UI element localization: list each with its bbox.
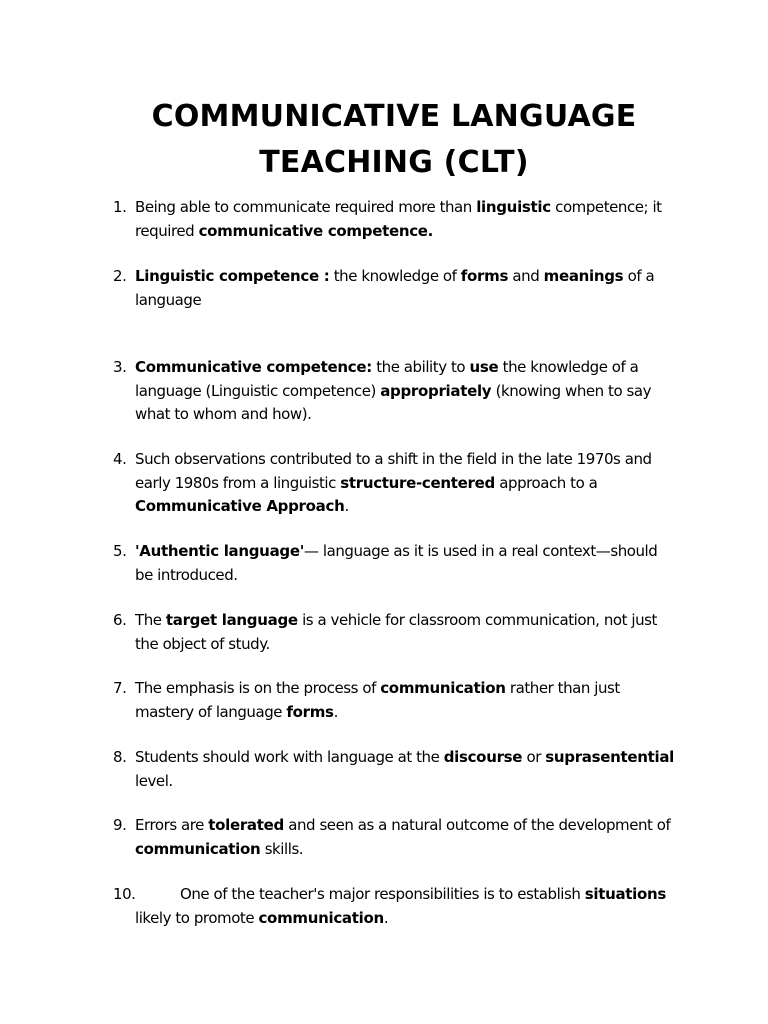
text-run: the knowledge of a language (Linguistic competence) [135,358,639,400]
item-number: 1. [113,198,127,216]
bold-term: linguistic [476,198,551,216]
bold-term: 'Authentic language' [135,542,304,560]
item-text [135,814,675,861]
title-line-1: COMMUNICATIVE LANGUAGE [151,99,637,134]
list-item [113,677,693,724]
text-run: Being able to communicate required more than [135,198,477,216]
text-run: of a language [135,267,655,309]
text-run: (knowing when to say what to whom and how). [135,381,652,423]
list-item [113,609,693,656]
item-text [135,609,675,656]
list-item [113,265,693,312]
bold-term: meanings [543,267,624,285]
item-number: 10. [113,885,136,903]
item-number: 9. [113,816,127,834]
item-number: 3. [113,358,127,376]
item-text [135,746,675,793]
text-run: . [333,702,338,721]
item-text [135,265,675,312]
bold-term: target language [165,611,298,629]
item-number: 8. [113,748,127,766]
text-run: is a vehicle for classroom communication, not just the object of study. [135,611,657,653]
bold-term: forms [460,267,509,285]
item-text [135,356,675,427]
item-number: 4. [113,450,127,468]
text-run: level. [135,771,173,790]
text-run: competence; it required [135,198,662,240]
item-text [135,448,675,519]
text-run: . [344,497,349,515]
text-run: Students should work with language at the [135,748,444,766]
text-run: the ability to [371,358,470,376]
bold-term: use [469,358,499,376]
item-number: 7. [113,679,127,697]
list-item [113,540,693,587]
bold-term: discourse [443,748,523,766]
bold-term: situations [584,885,667,903]
bold-term: Communicative competence: [135,358,372,376]
text-run: Errors are [135,816,209,834]
item-text [135,677,675,724]
list-item [113,448,693,519]
text-run: Such observations contributed to a shift in the field in the late 1970s and early 1980s from a linguistic [135,450,652,492]
bold-term: Communicative Approach [135,497,345,515]
bold-term: appropriately [380,381,492,400]
item-number: 5. [113,542,127,560]
bold-term: communication [258,908,384,927]
list-item [113,814,693,861]
list-item [113,883,693,930]
text-run: approach to a [494,473,598,492]
item-number: 6. [113,611,127,629]
text-run: — language as it is used in a real context—should be introduced. [135,542,658,584]
bold-term: communication [135,839,261,858]
item-text [135,883,683,930]
text-run: . [383,908,389,927]
list-item [113,196,693,243]
text-run: rather than just mastery of language [135,679,620,721]
text-run: The [135,611,166,629]
text-run: or [522,748,546,766]
item-number: 2. [113,267,127,285]
item-text [135,196,675,243]
bold-term: structure-centered [340,473,495,492]
bold-term: communicative competence. [198,221,434,240]
list-item [113,746,693,793]
text-run: skills. [260,839,304,858]
text-run: likely to promote [135,908,259,927]
bold-term: forms [286,702,334,721]
bold-term: tolerated [208,816,284,834]
bold-term: Linguistic competence : [135,267,330,285]
text-run: the knowledge of [329,267,461,285]
list-item [113,356,693,427]
text-run: and seen as a natural outcome of the development of [283,816,671,834]
text-run: and [508,267,544,285]
text-run: One of the teacher's major responsibilities is to establish [180,885,585,903]
item-text [135,540,675,587]
title-line-2: TEACHING (CLT) [259,145,529,180]
bold-term: communication [380,679,506,697]
document-title [0,94,768,186]
bold-term: suprasentential [545,748,675,766]
text-run: The emphasis is on the process of [135,679,381,697]
